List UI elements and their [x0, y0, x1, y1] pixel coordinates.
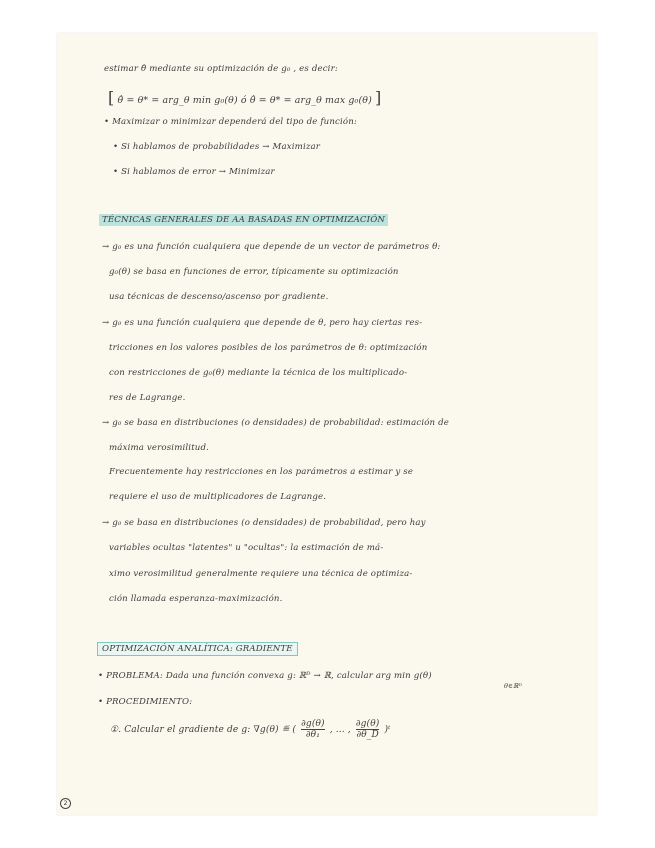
s1-line-8: máxima verosimilitud. — [109, 443, 210, 453]
s1-line-14: ción llamada esperanza-maximización. — [109, 594, 283, 604]
partial-fraction-1 — [301, 719, 325, 740]
argmin-argmax-formula — [108, 88, 381, 107]
s2-problema: • PROBLEMA: Dada una función convexa g: ℝᴰ → ℝ, calcular arg min g(θ) — [98, 671, 432, 681]
transpose-close: )ᵗ — [384, 725, 391, 735]
s1-line-5: con restricciones de g₀(θ) mediante la técnica de los multiplicado- — [109, 368, 408, 378]
s1-line-4: tricciones en los valores posibles de los parámetros de θ: optimización — [109, 343, 428, 353]
page-number: 2 — [60, 798, 71, 809]
section1-title — [99, 215, 388, 225]
s1-line-13: ximo verosimilitud generalmente requiere una técnica de optimiza- — [109, 569, 413, 579]
s1-line-10: requiere el uso de multiplicadores de Lagrange. — [109, 492, 327, 502]
partial-fraction-2 — [356, 719, 380, 740]
partial-2-num: ∂g(θ) — [355, 719, 380, 729]
bracket-right: ] — [375, 88, 382, 107]
s2-gradient-line — [110, 719, 390, 740]
line-probabilidades: • Si hablamos de probabilidades → Maximizar — [113, 142, 321, 152]
s1-line-3: → g₀ es una función cualquiera que depende de θ, pero hay ciertas res- — [102, 318, 423, 328]
s1-line-11: → g₀ se basa en distribuciones (o densidades) de probabilidad, pero hay — [102, 518, 426, 528]
formula-text: θ̂ = θ* = arg_θ min g₀(θ) ó θ̂ = θ* = arg_θ max g₀(θ) — [117, 95, 372, 106]
line-maximizar: • Maximizar o minimizar dependerá del tipo de función: — [104, 117, 357, 127]
section1-title-text: TÉCNICAS GENERALES DE AA BASADAS EN OPTIMIZACIÓN — [99, 214, 388, 226]
s1-line-9: Frecuentemente hay restricciones en los parámetros a estimar y se — [109, 467, 414, 477]
line-estimar: estimar θ̂ mediante su optimización de g₀ , es decir: — [104, 64, 338, 74]
s2-procedimiento: • PROCEDIMIENTO: — [98, 697, 193, 707]
section2-title — [97, 644, 298, 654]
partial-1-den: ∂θ₁ — [305, 730, 320, 740]
gradient-lead: ①. Calcular el gradiente de g: ∇g(θ) ≝ ( — [110, 725, 297, 735]
s1-line-6: res de Lagrange. — [109, 393, 186, 403]
s1-line-7: → g₀ se basa en distribuciones (o densidades) de probabilidad: estimación de — [102, 418, 450, 428]
ellipsis: , ... , — [329, 725, 351, 735]
s1-line-1: g₀(θ) se basa en funciones de error, típicamente su optimización — [109, 267, 399, 277]
s1-line-12: variables ocultas "latentes" u "ocultas": la estimación de má- — [109, 543, 384, 553]
partial-1-num: ∂g(θ) — [301, 719, 325, 729]
s2-problema-sub: θ∈ℝᴰ — [504, 682, 523, 690]
section2-title-text: OPTIMIZACIÓN ANALÍTICA: GRADIENTE — [97, 642, 298, 656]
line-error: • Si hablamos de error → Minimizar — [113, 167, 275, 177]
partial-2-den: ∂θ_D — [356, 730, 379, 740]
bracket-left: [ — [108, 88, 115, 107]
s1-line-2: usa técnicas de descenso/ascenso por gradiente. — [109, 292, 329, 302]
s1-line-0: → g₀ es una función cualquiera que depende de un vector de parámetros θ: — [102, 242, 441, 252]
